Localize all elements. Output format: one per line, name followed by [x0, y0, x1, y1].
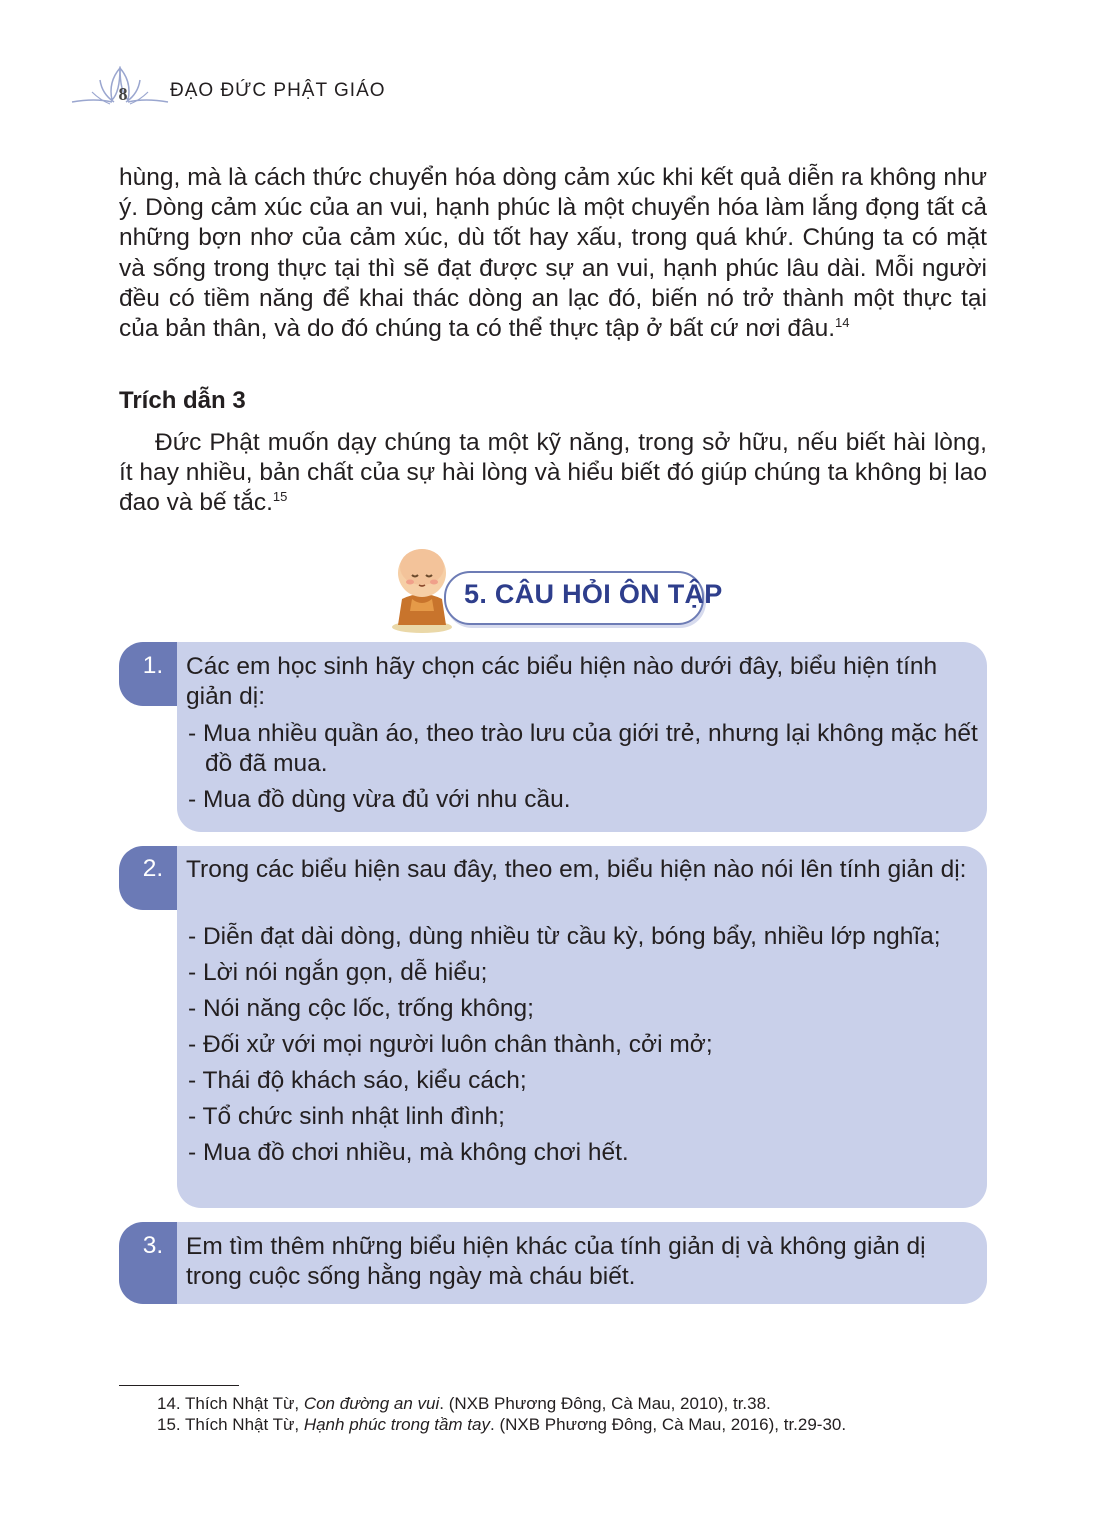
- question-3-prompt: Em tìm thêm những biểu hiện khác của tính giản dị và không giản dị trong cuộc sống hằng ngày mà cháu biết.: [186, 1233, 926, 1290]
- page-header: [0, 60, 600, 120]
- question-2-options: [188, 922, 978, 1174]
- question-2-option: - Đối xử với mọi người luôn chân thành, cởi mở;: [188, 1031, 713, 1058]
- question-2-option: - Thái độ khách sáo, kiểu cách;: [188, 1067, 527, 1094]
- question-2-number: 2.: [142, 855, 164, 882]
- body-paragraph-1: hùng, mà là cách thức chuyển hóa dòng cảm xúc khi kết quả diễn ra không như ý. Dòng cảm xúc của an vui, hạnh phúc là một chuyển hóa làm lắng đọng tất cả những bợn nhơ của cảm xúc, dù tốt hay xấu, trong quá khứ. Chúng ta có mặt và sống trong thực tại thì sẽ đạt được sự an vui, hạnh phúc lâu dài. Mỗi người đều có tiềm năng để khai thác dòng an lạc đó, biến nó trở thành một thực tại của bản thân, và do đó chúng ta có thể thực tập ở bất cứ nơi đâu.$^{14}$: [119, 164, 987, 343]
- footnote-divider: [119, 1385, 239, 1386]
- section-banner: [388, 541, 723, 637]
- question-2-option: - Mua đồ chơi nhiều, mà không chơi hết.: [188, 1139, 629, 1166]
- monk-child-icon: [388, 541, 468, 637]
- question-1-prompt: Các em học sinh hãy chọn các biểu hiện nào dưới đây, biểu hiện tính giản dị:: [186, 653, 938, 710]
- section-title: 5. CÂU HỎI ÔN TẬP: [464, 579, 723, 609]
- footnote-15: 15. Thích Nhật Từ, Hạnh phúc trong tầm tay. (NXB Phương Đông, Cà Mau, 2016), tr.29-30.: [157, 1415, 847, 1434]
- footnote-15-title: Hạnh phúc trong tầm tay: [303, 1415, 490, 1434]
- footnote-ref-14: 14: [835, 314, 850, 330]
- footnote-ref-15: 15: [272, 489, 288, 505]
- page-number: 8: [118, 84, 128, 104]
- quote-heading: Trích dẫn 3: [119, 387, 246, 414]
- question-2-option: - Diễn đạt dài dòng, dùng nhiều từ cầu kỳ, bóng bẩy, nhiều lớp nghĩa;: [188, 923, 941, 950]
- body-paragraph-2: Đức Phật muốn dạy chúng ta một kỹ năng, trong sở hữu, nếu biết hài lòng, ít hay nhiều, bản chất của sự hài lòng và hiểu biết đó giúp chúng ta không bị lao đao và bế tắc.$^{15}$: [119, 429, 987, 517]
- question-1-number: 1.: [142, 652, 164, 679]
- question-2-option: - Lời nói ngắn gọn, dễ hiểu;: [188, 959, 488, 986]
- footnote-14-title: Con đường an vui: [303, 1394, 440, 1413]
- question-1-options: [188, 719, 978, 821]
- question-1-option: - Mua nhiều quần áo, theo trào lưu của giới trẻ, nhưng lại không mặc hết đồ đã mua.: [188, 720, 978, 777]
- footnote-14: 14. Thích Nhật Từ, Con đường an vui. (NXB Phương Đông, Cà Mau, 2010), tr.38.: [157, 1394, 771, 1413]
- question-1-option: - Mua đồ dùng vừa đủ với nhu cầu.: [188, 786, 571, 813]
- running-title: ĐẠO ĐỨC PHẬT GIÁO: [170, 80, 386, 101]
- question-2-prompt: Trong các biểu hiện sau đây, theo em, biểu hiện nào nói lên tính giản dị:: [186, 856, 967, 883]
- question-2-option: - Nói năng cộc lốc, trống không;: [188, 995, 534, 1022]
- question-3-number: 3.: [142, 1232, 164, 1259]
- question-2-option: - Tổ chức sinh nhật linh đình;: [188, 1103, 505, 1130]
